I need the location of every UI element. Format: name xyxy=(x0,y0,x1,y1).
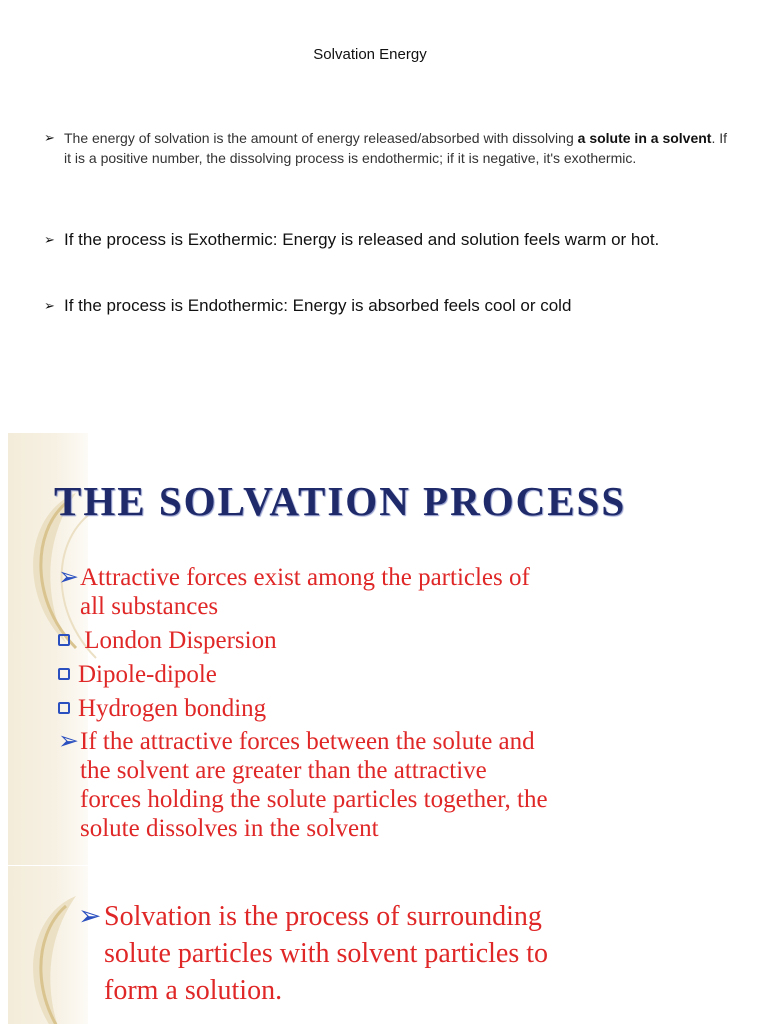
arrow-bullet-icon: ➢ xyxy=(44,232,55,247)
arrow-bullet-icon: ➢ xyxy=(44,298,55,313)
square-bullet-icon xyxy=(58,668,70,680)
document-title: Solvation Energy xyxy=(313,46,427,63)
arrow-bullet-icon: ➢ xyxy=(58,728,79,755)
bullet-text: If the process is Endothermic: Energy is absorbed feels cool or cold xyxy=(64,296,572,315)
slide-bullet-line: the solvent are greater than the attractive xyxy=(80,757,487,784)
bullet-text: If the process is Exothermic: Energy is released and solution feels warm or hot. xyxy=(64,230,660,249)
slide-bullet-line: all substances xyxy=(80,593,219,620)
bullet-text: The energy of solvation is the amount of energy released/absorbed with dissolving a solute in a solvent. If it is a positive number, the dissolving process is endothermic; if it is negative, it's exothermic. xyxy=(64,130,728,166)
slide-bullet-line: forces holding the solute particles together, the xyxy=(80,786,548,813)
slide-checkbox-line: Dipole-dipole xyxy=(58,660,217,689)
slide-bullet-line: ➢Attractive forces exist among the particles of xyxy=(58,564,530,591)
bullet-endothermic xyxy=(44,294,734,317)
slide-title: THE SOLVATION PROCESS xyxy=(54,478,627,524)
square-bullet-icon xyxy=(58,702,70,714)
arrow-bullet-icon: ➢ xyxy=(58,564,79,591)
arrow-bullet-icon: ➢ xyxy=(44,130,55,145)
slide-bullet-line: ➢If the attractive forces between the solute and xyxy=(58,728,535,755)
slide-bullet-line: solute particles with solvent particles to xyxy=(104,938,549,969)
square-bullet-icon xyxy=(58,634,70,646)
bullet-solvation-definition xyxy=(44,128,734,168)
slide-bullet-line: ➢Solvation is the process of surrounding xyxy=(78,898,542,935)
slide-solvation-definition xyxy=(8,866,768,1024)
slide-solvation-process xyxy=(8,433,768,865)
slide-checkbox-line: London Dispersion xyxy=(58,626,277,655)
arrow-bullet-icon: ➢ xyxy=(78,901,102,932)
bullet-exothermic xyxy=(44,228,734,251)
slide-bullet-line: form a solution. xyxy=(104,975,283,1006)
slide-bullet-line: solute dissolves in the solvent xyxy=(80,815,379,842)
slide-checkbox-line: Hydrogen bonding xyxy=(58,694,266,723)
